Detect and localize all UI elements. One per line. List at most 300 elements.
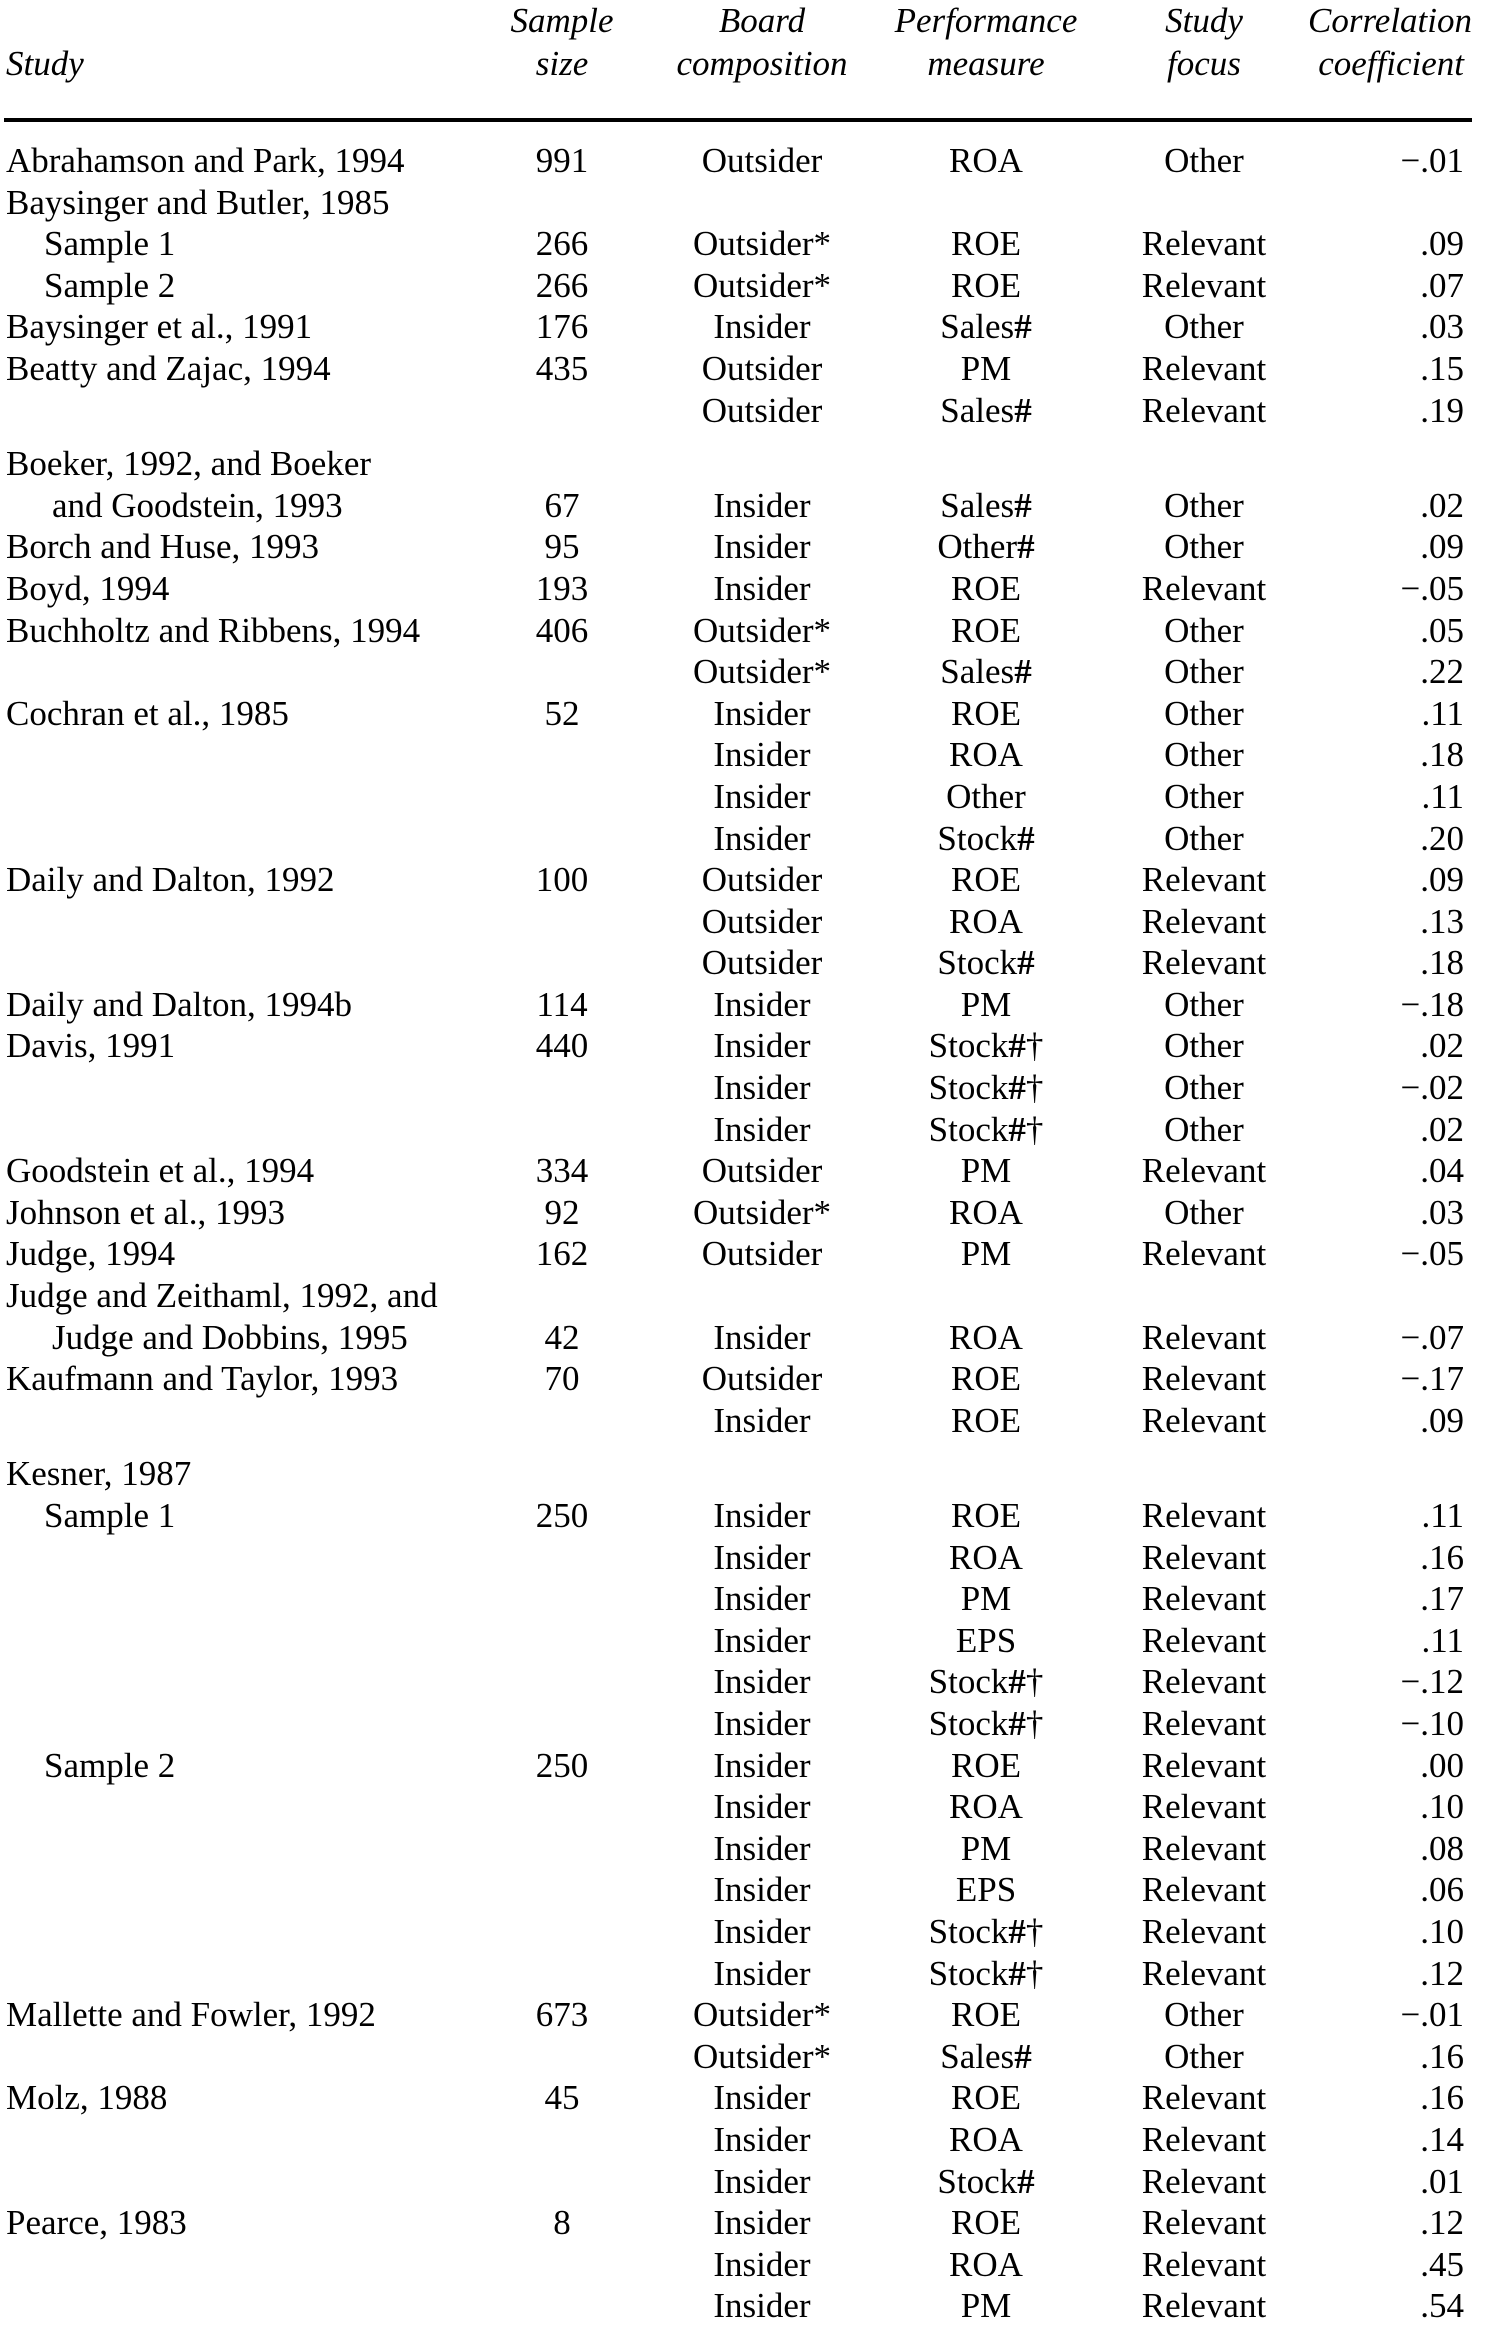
column-header-study-focus-line2: focus bbox=[1167, 43, 1241, 83]
cell-study-focus: Relevant bbox=[1141, 1620, 1267, 1660]
cell-correlation-coefficient: −.12 bbox=[1400, 1662, 1464, 1702]
cell-study-focus: Other bbox=[1164, 818, 1244, 858]
column-header-board-composition bbox=[652, 0, 872, 85]
table-row bbox=[4, 2202, 1472, 2244]
cell-correlation-coefficient: .04 bbox=[1420, 1151, 1464, 1191]
cell-performance-measure: PM bbox=[960, 1234, 1012, 1274]
cell-study-focus: Relevant bbox=[1141, 2203, 1267, 2243]
table-row bbox=[4, 734, 1472, 776]
cell-sample-size: 193 bbox=[535, 568, 589, 608]
cell-correlation-coefficient: .09 bbox=[1420, 860, 1464, 900]
cell-sample-size: 250 bbox=[535, 1496, 589, 1535]
cell-board-composition: Insider bbox=[713, 1828, 811, 1868]
cell-study: Boeker, 1992, and Boeker bbox=[6, 444, 372, 484]
cell-correlation-coefficient: −.07 bbox=[1400, 1317, 1464, 1357]
cell-board-composition: Outsider bbox=[701, 390, 823, 430]
cell-study-focus: Other bbox=[1164, 141, 1244, 180]
table-row bbox=[4, 2119, 1472, 2161]
cell-study-focus: Other bbox=[1164, 485, 1244, 525]
cell-performance-measure: ROE bbox=[951, 860, 1021, 900]
table-row bbox=[4, 1786, 1472, 1828]
cell-performance-measure: ROE bbox=[951, 1745, 1021, 1785]
cell-study-focus: Other bbox=[1164, 1995, 1244, 2035]
cell-board-composition: Outsider bbox=[701, 1359, 823, 1399]
cell-correlation-coefficient: .11 bbox=[1421, 776, 1464, 816]
cell-study-focus: Relevant bbox=[1141, 390, 1267, 430]
cell-performance-measure: PM bbox=[960, 1579, 1012, 1619]
table-row bbox=[4, 1025, 1472, 1067]
table-row bbox=[4, 1275, 1472, 1317]
cell-board-composition: Insider bbox=[713, 2203, 811, 2243]
cell-study-focus: Relevant bbox=[1141, 1953, 1267, 1993]
table-row bbox=[4, 1317, 1472, 1359]
cell-performance-measure: PM bbox=[960, 1828, 1012, 1868]
cell-sample-size: 440 bbox=[535, 1026, 589, 1066]
cell-performance-measure: ROA bbox=[949, 1787, 1023, 1827]
cell-study: Sample 1 bbox=[44, 1496, 176, 1535]
cell-correlation-coefficient: .08 bbox=[1420, 1828, 1464, 1868]
cell-board-composition: Insider bbox=[713, 1400, 811, 1440]
cell-correlation-coefficient: .09 bbox=[1420, 1400, 1464, 1440]
column-header-sample-size-line2: size bbox=[535, 43, 589, 83]
table-row bbox=[4, 2077, 1472, 2119]
cell-board-composition: Insider bbox=[713, 2078, 811, 2118]
cell-board-composition: Insider bbox=[713, 1026, 811, 1066]
cell-performance-measure: ROE bbox=[951, 1995, 1021, 2035]
cell-correlation-coefficient: .12 bbox=[1420, 2203, 1464, 2243]
cell-study: Pearce, 1983 bbox=[6, 2203, 187, 2243]
cell-correlation-coefficient: .18 bbox=[1420, 943, 1464, 983]
column-header-study-line2: Study bbox=[6, 43, 84, 83]
cell-study-focus: Relevant bbox=[1141, 2119, 1267, 2159]
table-row bbox=[4, 1911, 1472, 1953]
cell-performance-measure: Sales# bbox=[940, 307, 1032, 347]
cell-study-focus: Other bbox=[1164, 1068, 1244, 1108]
cell-correlation-coefficient: .05 bbox=[1420, 610, 1464, 650]
cell-sample-size: 100 bbox=[535, 860, 589, 900]
cell-performance-measure: ROA bbox=[949, 1317, 1023, 1357]
cell-performance-measure: ROE bbox=[951, 1359, 1021, 1399]
cell-study: Sample 2 bbox=[44, 1745, 176, 1785]
column-header-correlation-coefficient bbox=[1308, 0, 1472, 85]
table-row bbox=[4, 265, 1472, 307]
cell-board-composition: Outsider* bbox=[692, 224, 832, 264]
cell-study-focus: Relevant bbox=[1141, 943, 1267, 983]
cell-study-focus: Other bbox=[1164, 527, 1244, 567]
cell-performance-measure: PM bbox=[960, 348, 1012, 388]
cell-study: Mallette and Fowler, 1992 bbox=[6, 1995, 376, 2035]
cell-performance-measure: ROA bbox=[949, 2244, 1023, 2284]
cell-correlation-coefficient: .16 bbox=[1420, 1537, 1464, 1577]
cell-sample-size: 435 bbox=[535, 348, 589, 388]
table-row bbox=[4, 1994, 1472, 2036]
cell-performance-measure: PM bbox=[960, 984, 1012, 1024]
cell-sample-size: 406 bbox=[535, 610, 589, 650]
cell-performance-measure: Sales# bbox=[940, 485, 1032, 525]
cell-performance-measure: Stock#† bbox=[928, 1662, 1044, 1702]
cell-sample-size: 250 bbox=[535, 1745, 589, 1785]
cell-study-focus: Other bbox=[1164, 984, 1244, 1024]
cell-study: Buchholtz and Ribbens, 1994 bbox=[6, 610, 421, 650]
table-header-row bbox=[4, 0, 1472, 85]
cell-correlation-coefficient: −.05 bbox=[1400, 568, 1464, 608]
cell-study-focus: Other bbox=[1164, 2036, 1244, 2076]
cell-correlation-coefficient: .11 bbox=[1421, 1496, 1464, 1535]
cell-study: Daily and Dalton, 1994b bbox=[6, 984, 353, 1024]
cell-sample-size: 52 bbox=[544, 693, 580, 733]
cell-correlation-coefficient: .45 bbox=[1420, 2244, 1464, 2284]
cell-study-focus: Other bbox=[1164, 1026, 1244, 1066]
cell-study-focus: Relevant bbox=[1141, 2161, 1267, 2201]
column-header-sample-size-line1: Sample bbox=[510, 1, 614, 40]
cell-performance-measure: ROE bbox=[951, 1400, 1021, 1440]
column-header-study-focus-line1: Study bbox=[1165, 1, 1243, 40]
table-row bbox=[4, 390, 1472, 432]
cell-board-composition: Insider bbox=[713, 1537, 811, 1577]
cell-sample-size: 42 bbox=[544, 1317, 580, 1357]
cell-correlation-coefficient: .20 bbox=[1420, 818, 1464, 858]
column-header-sample-size bbox=[472, 0, 652, 85]
cell-performance-measure: Sales# bbox=[940, 2036, 1032, 2076]
cell-board-composition: Outsider* bbox=[692, 1995, 832, 2035]
cell-performance-measure: Stock#† bbox=[928, 1026, 1044, 1066]
table-row bbox=[4, 568, 1472, 610]
cell-study-focus: Relevant bbox=[1141, 348, 1267, 388]
column-header-correlation-coefficient-line1: Correlation bbox=[1308, 1, 1472, 40]
cell-study: Beatty and Zajac, 1994 bbox=[6, 348, 331, 388]
table-row bbox=[4, 1067, 1472, 1109]
cell-board-composition: Insider bbox=[713, 818, 811, 858]
cell-correlation-coefficient: −.18 bbox=[1400, 984, 1464, 1024]
table-body bbox=[4, 122, 1472, 2327]
cell-study: Sample 1 bbox=[44, 224, 176, 264]
cell-study-focus: Other bbox=[1164, 610, 1244, 650]
cell-study-focus: Other bbox=[1164, 307, 1244, 347]
cell-board-composition: Insider bbox=[713, 984, 811, 1024]
cell-correlation-coefficient: .03 bbox=[1420, 1192, 1464, 1232]
cell-performance-measure: ROA bbox=[949, 1537, 1023, 1577]
cell-correlation-coefficient: .02 bbox=[1420, 1026, 1464, 1066]
cell-board-composition: Outsider bbox=[701, 1234, 823, 1274]
cell-correlation-coefficient: .12 bbox=[1420, 1953, 1464, 1993]
cell-correlation-coefficient: .54 bbox=[1420, 2286, 1464, 2326]
cell-performance-measure: ROE bbox=[951, 568, 1021, 608]
cell-study: Judge and Zeithaml, 1992, and bbox=[6, 1276, 438, 1316]
cell-performance-measure: PM bbox=[960, 2286, 1012, 2326]
cell-study-focus: Other bbox=[1164, 1192, 1244, 1232]
table-row bbox=[4, 1578, 1472, 1620]
column-header-board-composition-line2: composition bbox=[676, 43, 848, 83]
table-row bbox=[4, 2244, 1472, 2286]
cell-performance-measure: ROE bbox=[951, 693, 1021, 733]
cell-study-focus: Relevant bbox=[1141, 265, 1267, 305]
cell-performance-measure: ROA bbox=[949, 901, 1023, 941]
table-row bbox=[4, 984, 1472, 1026]
cell-study: Judge, 1994 bbox=[6, 1234, 176, 1274]
cell-performance-measure: Other bbox=[946, 776, 1026, 816]
cell-sample-size: 673 bbox=[535, 1995, 589, 2035]
cell-study: Baysinger and Butler, 1985 bbox=[6, 182, 390, 222]
cell-correlation-coefficient: .16 bbox=[1420, 2078, 1464, 2118]
cell-sample-size: 45 bbox=[544, 2078, 580, 2118]
cell-study: and Goodstein, 1993 bbox=[52, 485, 343, 525]
table-row bbox=[4, 651, 1472, 693]
cell-board-composition: Outsider bbox=[701, 943, 823, 983]
cell-sample-size: 991 bbox=[535, 141, 589, 180]
cell-performance-measure: Sales# bbox=[940, 390, 1032, 430]
column-header-study bbox=[4, 43, 472, 86]
cell-board-composition: Insider bbox=[713, 568, 811, 608]
cell-study-focus: Relevant bbox=[1141, 1787, 1267, 1827]
cell-study: Boyd, 1994 bbox=[6, 568, 170, 608]
cell-study-focus: Other bbox=[1164, 652, 1244, 692]
cell-performance-measure: Stock#† bbox=[928, 1703, 1044, 1743]
cell-board-composition: Insider bbox=[713, 1579, 811, 1619]
cell-performance-measure: ROE bbox=[951, 265, 1021, 305]
cell-board-composition: Insider bbox=[713, 307, 811, 347]
cell-board-composition: Outsider bbox=[701, 141, 823, 180]
table-row bbox=[4, 348, 1472, 390]
cell-study-focus: Relevant bbox=[1141, 1400, 1267, 1440]
table-row bbox=[4, 1495, 1472, 1537]
cell-board-composition: Outsider bbox=[701, 901, 823, 941]
cell-board-composition: Outsider* bbox=[692, 1192, 832, 1232]
table-row bbox=[4, 1661, 1472, 1703]
table-row bbox=[4, 1869, 1472, 1911]
cell-study-focus: Relevant bbox=[1141, 1234, 1267, 1274]
cell-board-composition: Outsider* bbox=[692, 610, 832, 650]
cell-board-composition: Outsider* bbox=[692, 652, 832, 692]
cell-board-composition: Insider bbox=[713, 1787, 811, 1827]
cell-performance-measure: ROE bbox=[951, 610, 1021, 650]
cell-study: Daily and Dalton, 1992 bbox=[6, 860, 335, 900]
cell-board-composition: Insider bbox=[713, 2244, 811, 2284]
cell-correlation-coefficient: .22 bbox=[1420, 652, 1464, 692]
cell-performance-measure: ROA bbox=[949, 141, 1023, 180]
cell-board-composition: Insider bbox=[713, 1911, 811, 1951]
column-header-performance-measure-line1: Performance bbox=[894, 1, 1078, 40]
table-row bbox=[4, 2161, 1472, 2203]
table-row bbox=[4, 140, 1472, 182]
cell-performance-measure: Stock#† bbox=[928, 1068, 1044, 1108]
cell-study: Goodstein et al., 1994 bbox=[6, 1151, 315, 1191]
cell-performance-measure: ROA bbox=[949, 1192, 1023, 1232]
cell-board-composition: Insider bbox=[713, 776, 811, 816]
cell-board-composition: Insider bbox=[713, 1662, 811, 1702]
cell-study: Cochran et al., 1985 bbox=[6, 693, 289, 733]
table-row bbox=[4, 1537, 1472, 1579]
cell-study: Judge and Dobbins, 1995 bbox=[52, 1317, 408, 1357]
cell-performance-measure: ROE bbox=[951, 2078, 1021, 2118]
cell-sample-size: 70 bbox=[544, 1359, 580, 1399]
table-row bbox=[4, 223, 1472, 265]
table-row bbox=[4, 1400, 1472, 1442]
cell-study-focus: Relevant bbox=[1141, 1496, 1267, 1535]
cell-study-focus: Relevant bbox=[1141, 1151, 1267, 1191]
cell-correlation-coefficient: −.02 bbox=[1400, 1068, 1464, 1108]
table-row bbox=[4, 1453, 1472, 1495]
cell-sample-size: 266 bbox=[535, 265, 589, 305]
cell-correlation-coefficient: .16 bbox=[1420, 2036, 1464, 2076]
table-row bbox=[4, 1192, 1472, 1234]
cell-board-composition: Insider bbox=[713, 1703, 811, 1743]
cell-study-focus: Relevant bbox=[1141, 1317, 1267, 1357]
column-header-board-composition-line1: Board bbox=[718, 1, 806, 40]
cell-performance-measure: Stock# bbox=[937, 943, 1035, 983]
cell-correlation-coefficient: .17 bbox=[1420, 1579, 1464, 1619]
table-row bbox=[4, 1703, 1472, 1745]
cell-board-composition: Insider bbox=[713, 1496, 811, 1535]
cell-study-focus: Relevant bbox=[1141, 568, 1267, 608]
cell-study: Davis, 1991 bbox=[6, 1026, 176, 1066]
cell-study-focus: Relevant bbox=[1141, 1745, 1267, 1785]
cell-study-focus: Other bbox=[1164, 1109, 1244, 1149]
cell-sample-size: 266 bbox=[535, 224, 589, 264]
cell-performance-measure: Stock# bbox=[937, 2161, 1035, 2201]
cell-performance-measure: Stock#† bbox=[928, 1109, 1044, 1149]
table-row bbox=[4, 526, 1472, 568]
column-header-correlation-coefficient-line2: coefficient bbox=[1318, 43, 1464, 83]
table-row bbox=[4, 1828, 1472, 1870]
cell-correlation-coefficient: .09 bbox=[1420, 527, 1464, 567]
cell-performance-measure: ROA bbox=[949, 2119, 1023, 2159]
cell-board-composition: Insider bbox=[713, 1068, 811, 1108]
cell-board-composition: Insider bbox=[713, 1109, 811, 1149]
cell-sample-size: 8 bbox=[553, 2203, 571, 2243]
cell-study-focus: Relevant bbox=[1141, 1359, 1267, 1399]
table-row bbox=[4, 818, 1472, 860]
cell-board-composition: Outsider* bbox=[692, 2036, 832, 2076]
cell-study-focus: Relevant bbox=[1141, 1537, 1267, 1577]
cell-correlation-coefficient: −.05 bbox=[1400, 1234, 1464, 1274]
cell-sample-size: 95 bbox=[544, 527, 580, 567]
cell-board-composition: Outsider bbox=[701, 860, 823, 900]
cell-study-focus: Relevant bbox=[1141, 901, 1267, 941]
cell-correlation-coefficient: −.01 bbox=[1400, 1995, 1464, 2035]
cell-correlation-coefficient: −.10 bbox=[1400, 1703, 1464, 1743]
cell-board-composition: Outsider* bbox=[692, 265, 832, 305]
cell-study-focus: Relevant bbox=[1141, 2286, 1267, 2326]
table-row bbox=[4, 485, 1472, 527]
cell-correlation-coefficient: .00 bbox=[1420, 1745, 1464, 1785]
cell-correlation-coefficient: −.01 bbox=[1400, 141, 1464, 180]
cell-study: Baysinger et al., 1991 bbox=[6, 307, 313, 347]
cell-performance-measure: Stock#† bbox=[928, 1911, 1044, 1951]
cell-study: Sample 2 bbox=[44, 265, 176, 305]
cell-board-composition: Insider bbox=[713, 485, 811, 525]
cell-correlation-coefficient: .01 bbox=[1420, 2161, 1464, 2201]
cell-study-focus: Relevant bbox=[1141, 224, 1267, 264]
cell-correlation-coefficient: .09 bbox=[1420, 224, 1464, 264]
cell-correlation-coefficient: .18 bbox=[1420, 735, 1464, 775]
cell-correlation-coefficient: .07 bbox=[1420, 265, 1464, 305]
cell-performance-measure: Sales# bbox=[940, 652, 1032, 692]
cell-study-focus: Relevant bbox=[1141, 1911, 1267, 1951]
cell-correlation-coefficient: .15 bbox=[1420, 348, 1464, 388]
cell-board-composition: Insider bbox=[713, 2161, 811, 2201]
cell-study: Johnson et al., 1993 bbox=[6, 1192, 286, 1232]
table-row bbox=[4, 610, 1472, 652]
column-header-performance-measure-line2: measure bbox=[927, 43, 1045, 83]
table-row bbox=[4, 182, 1472, 224]
table-row bbox=[4, 2036, 1472, 2078]
cell-performance-measure: Stock#† bbox=[928, 1953, 1044, 1993]
cell-study: Molz, 1988 bbox=[6, 2078, 168, 2118]
cell-correlation-coefficient: −.17 bbox=[1400, 1359, 1464, 1399]
cell-sample-size: 92 bbox=[544, 1192, 580, 1232]
cell-sample-size: 162 bbox=[535, 1234, 589, 1274]
cell-board-composition: Insider bbox=[713, 1953, 811, 1993]
cell-board-composition: Outsider bbox=[701, 1151, 823, 1191]
cell-board-composition: Insider bbox=[713, 1620, 811, 1660]
cell-study-focus: Relevant bbox=[1141, 2244, 1267, 2284]
cell-study-focus: Relevant bbox=[1141, 1828, 1267, 1868]
table-row bbox=[4, 1620, 1472, 1662]
cell-board-composition: Insider bbox=[713, 2119, 811, 2159]
cell-performance-measure: PM bbox=[960, 1151, 1012, 1191]
cell-study: Kesner, 1987 bbox=[6, 1454, 192, 1494]
cell-study-focus: Other bbox=[1164, 693, 1244, 733]
table-row bbox=[4, 776, 1472, 818]
cell-sample-size: 114 bbox=[536, 984, 588, 1024]
column-header-study-focus bbox=[1100, 0, 1308, 85]
table-row bbox=[4, 1109, 1472, 1151]
table-row bbox=[4, 901, 1472, 943]
cell-board-composition: Insider bbox=[713, 1745, 811, 1785]
table-row bbox=[4, 1745, 1472, 1787]
table-row bbox=[4, 942, 1472, 984]
cell-board-composition: Insider bbox=[713, 2286, 811, 2326]
column-header-performance-measure bbox=[872, 0, 1100, 85]
table-row bbox=[4, 306, 1472, 348]
cell-correlation-coefficient: .10 bbox=[1420, 1787, 1464, 1827]
cell-performance-measure: EPS bbox=[955, 1620, 1017, 1660]
cell-performance-measure: ROE bbox=[951, 224, 1021, 264]
cell-study-focus: Relevant bbox=[1141, 1662, 1267, 1702]
cell-correlation-coefficient: .10 bbox=[1420, 1911, 1464, 1951]
cell-board-composition: Insider bbox=[713, 1870, 811, 1910]
table-row bbox=[4, 1150, 1472, 1192]
cell-board-composition: Outsider bbox=[701, 348, 823, 388]
cell-study-focus: Relevant bbox=[1141, 1703, 1267, 1743]
cell-performance-measure: Other# bbox=[937, 527, 1035, 567]
cell-correlation-coefficient: .13 bbox=[1420, 901, 1464, 941]
cell-correlation-coefficient: .02 bbox=[1420, 1109, 1464, 1149]
cell-correlation-coefficient: .06 bbox=[1420, 1870, 1464, 1910]
cell-study-focus: Relevant bbox=[1141, 2078, 1267, 2118]
table-row bbox=[4, 443, 1472, 485]
cell-study-focus: Relevant bbox=[1141, 1870, 1267, 1910]
cell-board-composition: Insider bbox=[713, 735, 811, 775]
table-row bbox=[4, 859, 1472, 901]
table-row bbox=[4, 2285, 1472, 2327]
cell-study-focus: Relevant bbox=[1141, 1579, 1267, 1619]
table-row bbox=[4, 1358, 1472, 1400]
cell-study-focus: Other bbox=[1164, 776, 1244, 816]
table-row bbox=[4, 1233, 1472, 1275]
cell-board-composition: Insider bbox=[713, 1317, 811, 1357]
cell-performance-measure: ROA bbox=[949, 735, 1023, 775]
cell-correlation-coefficient: .11 bbox=[1421, 693, 1464, 733]
cell-study: Kaufmann and Taylor, 1993 bbox=[6, 1359, 399, 1399]
cell-study-focus: Other bbox=[1164, 735, 1244, 775]
cell-correlation-coefficient: .11 bbox=[1421, 1620, 1464, 1660]
cell-sample-size: 334 bbox=[535, 1151, 589, 1191]
cell-performance-measure: EPS bbox=[955, 1870, 1017, 1910]
cell-correlation-coefficient: .02 bbox=[1420, 485, 1464, 525]
cell-sample-size: 176 bbox=[535, 307, 589, 347]
cell-performance-measure: Stock# bbox=[937, 818, 1035, 858]
